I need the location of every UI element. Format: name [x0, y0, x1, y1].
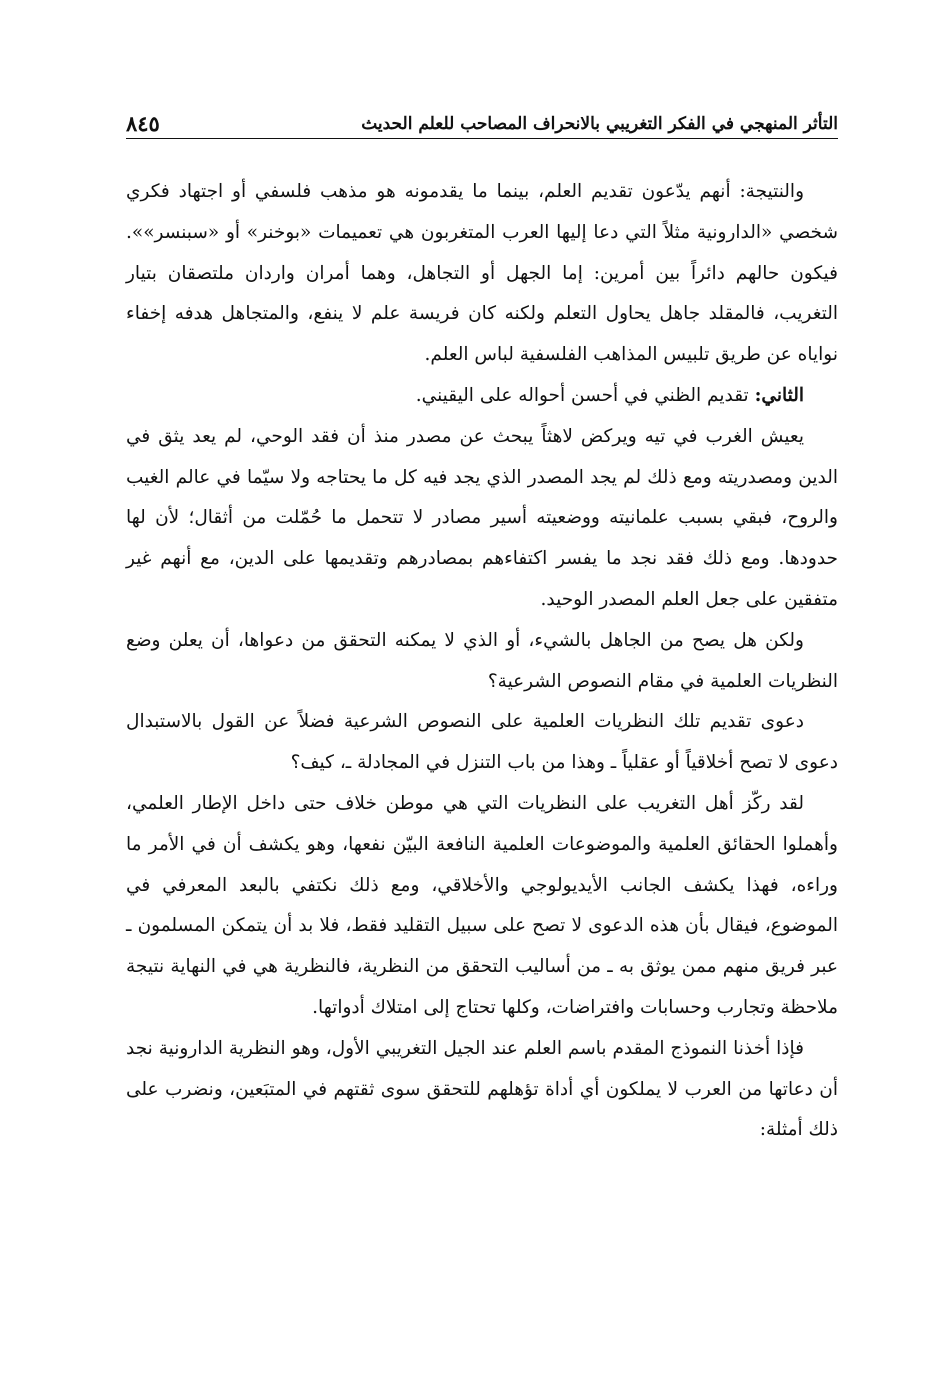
paragraph-focus-on-theories — [126, 784, 838, 1029]
paragraph-text: والنتيجة: أنهم يدّعون تقديم العلم، بينما ما يقدمونه هو مذهب فلسفي أو اجتهاد فكري شخصي «الدارونية مثلاً التي دعا إليها العرب المتغربون هي تعميمات «بوخنر» أو «سبنسر»». فيكون حالهم دائراً بين أمرين: إما الجهل أو التجاهل، وهما أمران واردان ملتصقان بتيار التغريب، فالمقلد جاهل يحاول التعلم ولكنه كان فريسة علم لا ينفع، والمتجاهل هدفه إخفاء نواياه عن طريق تلبيس المذاهب الفلسفية لباس العلم. — [126, 181, 838, 366]
paragraph-claim — [126, 702, 838, 784]
paragraph-darwinism-example — [126, 1029, 838, 1151]
paragraph-text: يعيش الغرب في تيه ويركض لاهثاً يبحث عن مصدر منذ أن فقد الوحي، لم يعد يثق في الدين ومصدريته ومع ذلك لم يجد المصدر الذي يجد فيه كل ما يحتاجه ولا سيّما في عالم الغيب والروح، فبقي بسبب علمانيته ووضعيته أسير مصادر لا تتحمل ما حُمّلت من أثقال؛ لأن لها حدودها. ومع ذلك فقد نجد ما يفسر اكتفاءهم بمصادرهم وتقديمها على الدين، مع أنهم غير متفقين على جعل العلم المصدر الوحيد. — [126, 425, 838, 610]
paragraph-text: لقد ركّز أهل التغريب على النظريات التي هي موطن خلاف حتى داخل الإطار العلمي، وأهملوا الحقائق العلمية والموضوعات العلمية النافعة البيّن نفعها، وهو يكشف أن في الأمر ما وراءه، فهذا يكشف الجانب الأيديولوجي والأخلاقي، ومع ذلك نكتفي بالبعد المعرفي في الموضوع، فيقال بأن هذه الدعوى لا تصح على سبيل التقليد فقط، فلا بد أن يتمكن المسلمون ـ عبر فريق منهم ممن يوثق به ـ من أساليب التحقق من النظرية، فالنظرية هي في النهاية نتيجة ملاحظة وتجارب وحسابات وافتراضات، وكلها تحتاج إلى امتلاك أدواتها. — [126, 792, 838, 1018]
paragraph-text: ولكن هل يصح من الجاهل بالشيء، أو الذي لا يمكنه التحقق من دعواها، أن يعلن وضع النظريات العلمية في مقام النصوص الشرعية؟ — [126, 629, 838, 692]
paragraph-west-wandering — [126, 417, 838, 621]
page-header — [126, 98, 838, 139]
running-title: التأثر المنهجي في الفكر التغريبي بالانحراف المصاحب للعلم الحديث — [361, 114, 838, 134]
paragraph-conclusion — [126, 172, 838, 376]
paragraph-question — [126, 621, 838, 703]
paragraph-text: فإذا أخذنا النموذج المقدم باسم العلم عند الجيل التغريبي الأول، وهو النظرية الدارونية نجد أن دعاتها من العرب لا يملكون أي أداة تؤهلهم للتحقق سوى ثقتهم في المتبَعين، ونضرب على ذلك أمثلة: — [126, 1037, 838, 1141]
paragraph-text: دعوى تقديم تلك النظريات العلمية على النصوص الشرعية فضلاً عن القول بالاستبدال دعوى لا تصح أخلاقياً أو عقلياً ـ وهذا من باب التنزل في المجادلة ـ، كيف؟ — [126, 711, 838, 774]
paragraph-lead: الثاني: — [754, 384, 804, 406]
paragraph-second-point — [126, 376, 838, 417]
page-number: ٨٤٥ — [126, 111, 160, 136]
paragraph-text: تقديم الظني في أحسن أحواله على اليقيني. — [415, 384, 755, 406]
body-text — [126, 172, 838, 1151]
